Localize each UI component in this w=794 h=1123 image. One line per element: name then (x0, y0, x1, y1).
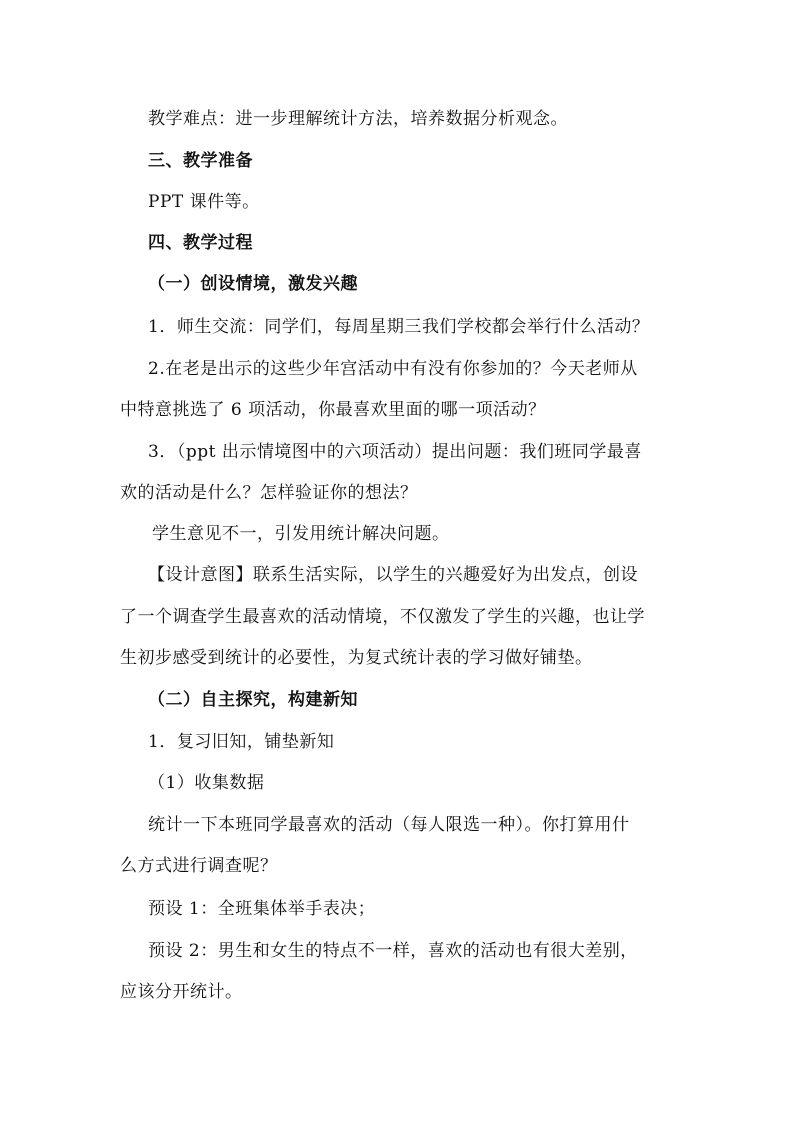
collect-data-line: （1）收集数据 (148, 773, 265, 793)
student-opinion-line: 学生意见不一，引发用统计解决问题。 (152, 524, 450, 544)
preset-2-line-b: 应该分开统计。 (120, 982, 243, 1002)
step-2-line-a: 2.在老是出示的这些少年宫活动中有没有你参加的？今天老师从 (148, 359, 638, 379)
preset-2-line-a: 预设 2：男生和女生的特点不一样，喜欢的活动也有很大差别， (148, 941, 638, 961)
step-3-line-b: 欢的活动是什么？怎样验证你的想法？ (120, 483, 418, 503)
teaching-difficulty-line: 教学难点：进一步理解统计方法，培养数据分析观念。 (148, 109, 568, 129)
preset-1-line: 预设 1：全班集体举手表决； (148, 899, 376, 919)
step-1-line: 1．师生交流：同学们，每周星期三我们学校都会举行什么活动？ (148, 317, 650, 337)
part-2-heading: （二）自主探究，构建新知 (148, 690, 358, 710)
step-2-line-b: 中特意挑选了 6 项活动，你最喜欢里面的哪一项活动？ (120, 400, 546, 420)
section-4-heading: 四、教学过程 (148, 233, 253, 253)
review-line: 1．复习旧知，铺垫新知 (148, 732, 335, 752)
section-3-heading: 三、教学准备 (148, 151, 253, 171)
statistics-line-a: 统计一下本班同学最喜欢的活动（每人限选一种）。你打算用什 (148, 815, 630, 835)
part-1-heading: （一）创设情境，激发兴趣 (148, 274, 358, 294)
design-intent-line-c: 生初步感受到统计的必要性，为复式统计表的学习做好铺垫。 (120, 648, 593, 668)
statistics-line-b: 么方式进行调查呢？ (120, 856, 278, 876)
ppt-courseware-line: PPT 课件等。 (148, 192, 260, 212)
step-3-line-a: 3．（ppt 出示情境图中的六项活动）提出问题：我们班同学最喜 (148, 442, 642, 462)
design-intent-line-a: 【设计意图】联系生活实际，以学生的兴趣爱好为出发点，创设 (148, 565, 638, 585)
design-intent-line-b: 了一个调查学生最喜欢的活动情境，不仅激发了学生的兴趣，也让学 (120, 607, 645, 627)
